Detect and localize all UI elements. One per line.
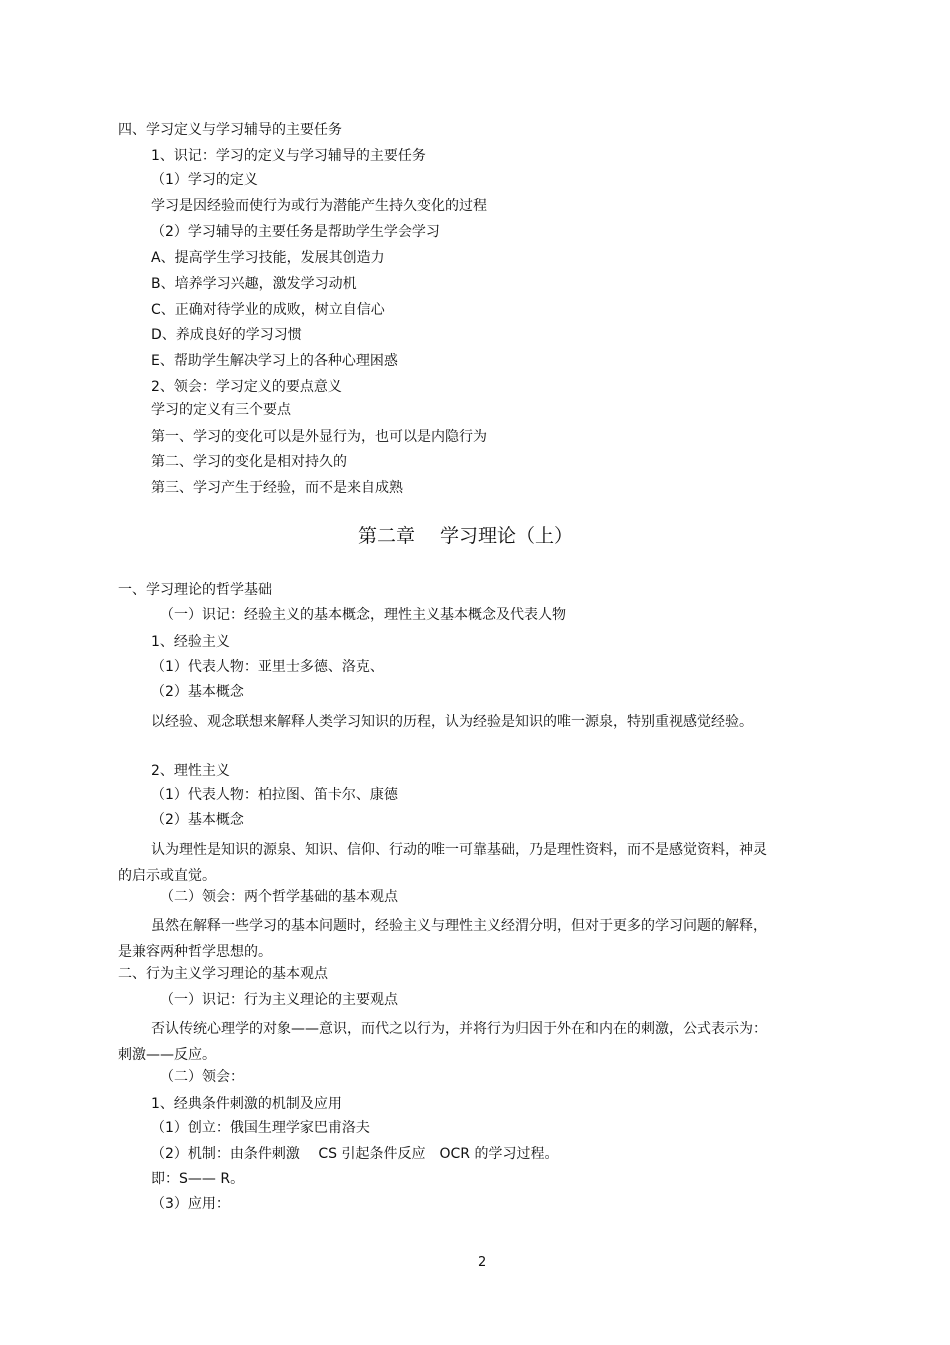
sub-heading: （2）机制：由条件刺激 CS 引起条件反应 OCR 的学习过程。 [151, 1146, 559, 1162]
page-number: 2 [478, 1255, 487, 1270]
item-heading: 1、识记：学习的定义与学习辅导的主要任务 [151, 148, 426, 164]
sub-heading: （2）学习辅导的主要任务是帮助学生学会学习 [151, 224, 440, 240]
item-heading: 1、经典条件刺激的机制及应用 [151, 1096, 342, 1112]
item-heading: 2、领会：学习定义的要点意义 [151, 379, 342, 395]
task-item: A、提高学生学习技能，发展其创造力 [151, 250, 385, 266]
sub-heading: （1）学习的定义 [151, 172, 258, 188]
task-item: C、正确对待学业的成败，树立自信心 [151, 302, 385, 318]
points-intro: 学习的定义有三个要点 [151, 402, 291, 418]
item-heading: 1、经验主义 [151, 634, 230, 650]
sub-heading: （3）应用： [151, 1196, 230, 1212]
point-item: 第三、学习产生于经验，而不是来自成熟 [151, 480, 403, 496]
subsection-heading: （二）领会：两个哲学基础的基本观点 [160, 889, 398, 905]
formula-text: 即：S—— R。 [151, 1171, 245, 1187]
paragraph: 虽然在解释一些学习的基本问题时，经验主义与理性主义经渭分明，但对于更多的学习问题的解释，是兼容两种哲学思想的。 [118, 918, 767, 960]
sub-heading: （1）创立：俄国生理学家巴甫洛夫 [151, 1120, 370, 1136]
subsection-heading: （一）识记：行为主义理论的主要观点 [160, 992, 398, 1008]
task-item: D、养成良好的学习习惯 [151, 327, 302, 343]
task-item: B、培养学习兴趣，激发学习动机 [151, 276, 357, 292]
item-heading: 2、理性主义 [151, 763, 230, 779]
chapter-title: 第二章 学习理论（上） [358, 525, 574, 547]
subsection-heading: （二）领会： [160, 1069, 244, 1085]
section-heading: 一、学习理论的哲学基础 [118, 582, 272, 598]
paragraph: 以经验、观念联想来解释人类学习知识的历程，认为经验是知识的唯一源泉，特别重视感觉经验。 [151, 714, 753, 730]
sub-heading: （1）代表人物：亚里士多德、洛克、 [151, 659, 384, 675]
section-heading: 四、学习定义与学习辅导的主要任务 [118, 122, 342, 138]
sub-heading: （1）代表人物：柏拉图、笛卡尔、康德 [151, 787, 398, 803]
paragraph: 认为理性是知识的源泉、知识、信仰、行动的唯一可靠基础，乃是理性资料，而不是感觉资料，神灵的启示或直觉。 [118, 842, 767, 884]
paragraph: 否认传统心理学的对象——意识，而代之以行为，并将行为归因于外在和内在的刺激，公式表示为：刺激——反应。 [118, 1021, 767, 1063]
sub-heading: （2）基本概念 [151, 812, 244, 828]
sub-heading: （2）基本概念 [151, 684, 244, 700]
point-item: 第二、学习的变化是相对持久的 [151, 454, 347, 470]
definition-text: 学习是因经验而使行为或行为潜能产生持久变化的过程 [151, 198, 487, 214]
subsection-heading: （一）识记：经验主义的基本概念，理性主义基本概念及代表人物 [160, 607, 566, 623]
point-item: 第一、学习的变化可以是外显行为，也可以是内隐行为 [151, 429, 487, 445]
task-item: E、帮助学生解决学习上的各种心理困惑 [151, 353, 398, 369]
section-heading: 二、行为主义学习理论的基本观点 [118, 966, 328, 982]
